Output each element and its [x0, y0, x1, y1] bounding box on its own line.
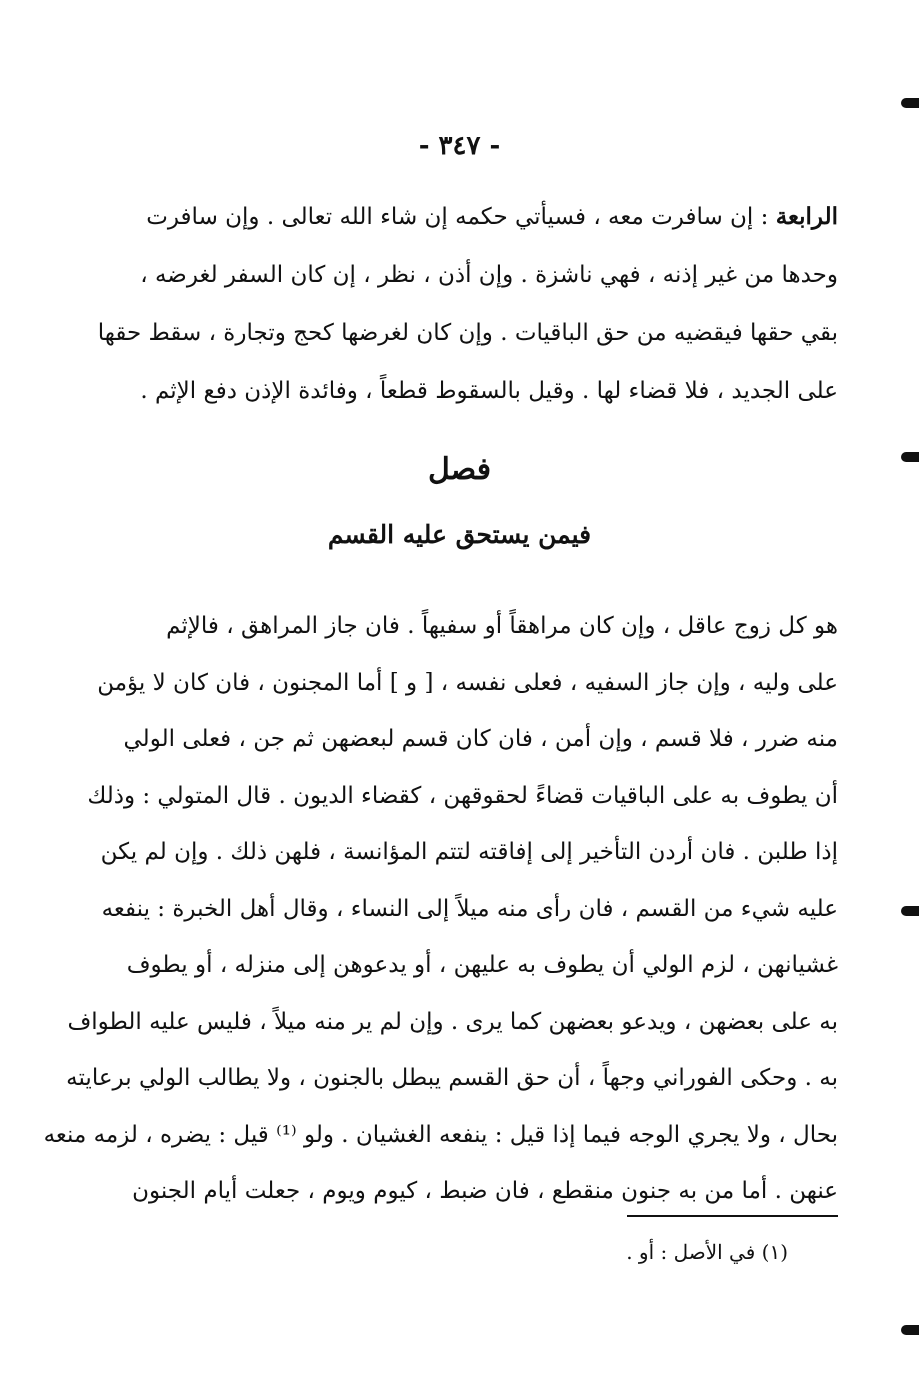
- text-line: منه ضرر ، فلا قسم ، وإن أمن ، فان كان قسم لبعضهن ثم جن ، فعلى الولي: [123, 726, 838, 752]
- text-line: هو كل زوج عاقل ، وإن كان مراهقاً أو سفيهاً . فان جاز المراهق ، فالإثم: [166, 613, 838, 639]
- text-line: على وليه ، وإن جاز السفيه ، فعلى نفسه ، [ و ] أما المجنون ، فان كان لا يؤمن: [97, 669, 838, 696]
- page-number: - ٣٤٧ -: [418, 131, 501, 161]
- paragraph-fourth-case: [97, 188, 838, 420]
- footnote: (١) في الأصل : أو .: [626, 1240, 788, 1264]
- scan-edge-mark: [901, 906, 919, 916]
- scan-edge-mark: [901, 98, 919, 108]
- footnote-separator: [627, 1215, 838, 1217]
- text-line: غشيانهن ، لزم الولي أن يطوف به عليهن ، أو يدعوهن إلى منزله ، أو يطوف: [126, 952, 838, 978]
- text-line: عنهن . أما من به جنون منقطع ، فان ضبط ، كيوم ويوم ، جعلت أيام الجنون: [132, 1178, 838, 1204]
- text-line: به . وحكى الفوراني وجهاً ، أن حق القسم يبطل بالجنون ، ولا يطالب الولي برعايته: [66, 1065, 838, 1091]
- text-line: عليه شيء من القسم ، فان رأى منه ميلاً إلى النساء ، وقال أهل الخبرة : ينفعه: [101, 895, 838, 922]
- text-line: إذا طلبن . فان أردن التأخير إلى إفاقته لتتم المؤانسة ، فلهن ذلك . وإن لم يكن: [100, 839, 838, 865]
- scan-edge-mark: [901, 1325, 919, 1335]
- section-title: فصل: [427, 452, 492, 487]
- text-line: على الجديد ، فلا قضاء لها . وقيل بالسقوط قطعاً ، وفائدة الإذن دفع الإثم .: [140, 378, 838, 404]
- text-line: الرابعة : إن سافرت معه ، فسيأتي حكمه إن شاء الله تعالى . وإن سافرت: [146, 203, 838, 230]
- section-subtitle: فيمن يستحق عليه القسم: [327, 520, 592, 549]
- text-line: بحال ، ولا يجري الوجه فيما إذا قيل : ينفعه الغشيان . ولو ⁽¹⁾ قيل : يضره ، لزمه منعه: [43, 1121, 838, 1148]
- paragraph-section-body: [43, 598, 838, 1220]
- text-line: بقي حقها فيقضيه من حق الباقيات . وإن كان لغرضها كحج وتجارة ، سقط حقها: [97, 320, 838, 346]
- lead-word: الرابعة: [775, 203, 838, 230]
- scan-edge-mark: [901, 452, 919, 462]
- text-line: وحدها من غير إذنه ، فهي ناشزة . وإن أذن ، نظر ، إن كان السفر لغرضه ،: [140, 262, 838, 288]
- text-line: به على بعضهن ، ويدعو بعضهن كما يرى . وإن لم ير منه ميلاً ، فليس عليه الطواف: [67, 1008, 838, 1035]
- text-line: أن يطوف به على الباقيات قضاءً لحقوقهن ، كقضاء الديون . قال المتولي : وذلك: [87, 782, 838, 809]
